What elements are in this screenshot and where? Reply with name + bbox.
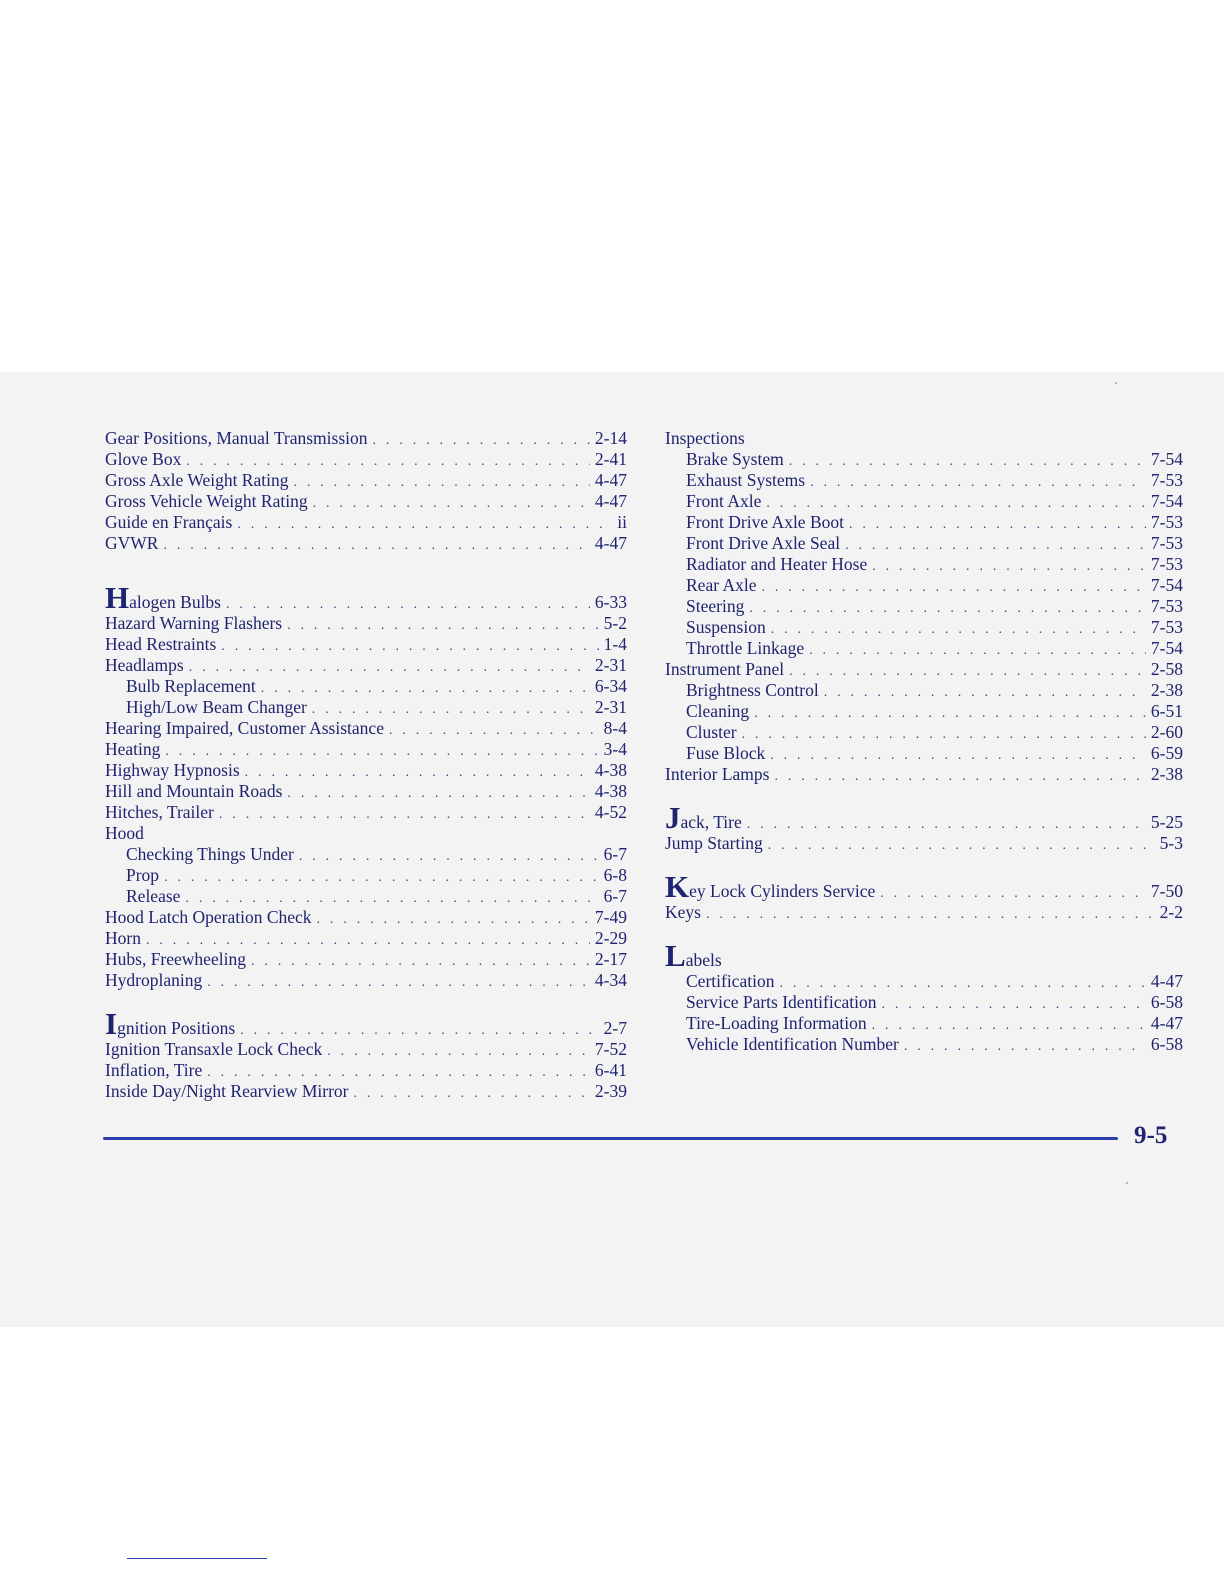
entry-page: 7-52 — [594, 1039, 627, 1059]
entry-page: 6-7 — [603, 844, 627, 864]
entry-label: Hitches, Trailer — [105, 802, 214, 822]
entry-label: Hood — [105, 823, 144, 843]
section-initial: H — [105, 580, 130, 615]
entry-label: Gross Vehicle Weight Rating — [105, 491, 308, 511]
entry-page: 7-53 — [1150, 470, 1183, 490]
entry-page: 7-50 — [1150, 881, 1183, 901]
index-section-l — [665, 938, 1183, 1055]
index-entry — [105, 760, 627, 781]
entry-page: 2-60 — [1150, 722, 1183, 742]
entry-label: Inside Day/Night Rearview Mirror — [105, 1081, 349, 1101]
entry-page: 5-25 — [1150, 812, 1183, 832]
entry-label: Horn — [105, 928, 141, 948]
scan-speck — [1126, 1182, 1128, 1184]
entry-page: 7-54 — [1150, 638, 1183, 658]
entry-page: 2-7 — [603, 1018, 627, 1038]
entry-label: Halogen Bulbs — [105, 580, 221, 615]
entry-page: 6-41 — [594, 1060, 627, 1080]
entry-page: 2-29 — [594, 928, 627, 948]
entry-page: 2-31 — [594, 697, 627, 717]
index-entry — [105, 428, 627, 449]
index-subentry — [665, 701, 1183, 722]
index-entry — [105, 802, 627, 823]
entry-page: 4-47 — [594, 491, 627, 511]
entry-label: Brightness Control — [686, 680, 819, 700]
entry-label: GVWR — [105, 533, 159, 553]
entry-page: 4-47 — [594, 533, 627, 553]
entry-page: 7-54 — [1150, 491, 1183, 511]
index-entry — [105, 655, 627, 676]
section-initial: J — [665, 800, 681, 835]
entry-page: 6-8 — [603, 865, 627, 885]
index-subentry — [665, 470, 1183, 491]
entry-page: 2-41 — [594, 449, 627, 469]
entry-label: Prop — [126, 865, 160, 885]
entry-label: Inspections — [665, 428, 745, 448]
entry-label: Throttle Linkage — [686, 638, 805, 658]
index-subentry — [665, 971, 1183, 992]
index-entry — [665, 869, 1183, 904]
index-entry — [105, 907, 627, 928]
index-entry — [105, 949, 627, 970]
entry-page: 4-52 — [594, 802, 627, 822]
index-subentry — [665, 617, 1183, 638]
entry-page: 4-34 — [594, 970, 627, 990]
entry-label: Hood Latch Operation Check — [105, 907, 312, 927]
entry-label: Checking Things Under — [126, 844, 294, 864]
entry-page: 6-33 — [594, 592, 627, 612]
entry-label: Suspension — [686, 617, 766, 637]
index-entry — [665, 938, 1183, 973]
entry-page: 2-39 — [594, 1081, 627, 1101]
footer-rule — [103, 1137, 1118, 1140]
entry-page: 7-49 — [594, 907, 627, 927]
index-entry — [105, 823, 627, 844]
entry-label: Jump Starting — [665, 833, 763, 853]
entry-page: 5-3 — [1159, 833, 1183, 853]
index-entry — [105, 512, 627, 533]
index-section-i — [105, 1006, 627, 1102]
entry-label: Cleaning — [686, 701, 750, 721]
entry-label: Bulb Replacement — [126, 676, 256, 696]
entry-page: 7-54 — [1150, 449, 1183, 469]
index-section-h — [105, 580, 627, 991]
entry-page: 3-4 — [603, 739, 627, 759]
entry-label: Radiator and Heater Hose — [686, 554, 868, 574]
index-entry — [105, 470, 627, 491]
entry-label: Tire-Loading Information — [686, 1013, 867, 1033]
index-entry — [105, 634, 627, 655]
entry-label: Keys — [665, 902, 701, 922]
index-subentry — [665, 554, 1183, 575]
entry-page: 6-58 — [1150, 992, 1183, 1012]
index-subentry — [105, 844, 627, 865]
index-subentry — [665, 722, 1183, 743]
entry-label: Heating — [105, 739, 161, 759]
scan-speck — [1115, 382, 1117, 384]
index-column-right — [665, 428, 1183, 1055]
index-entry — [105, 491, 627, 512]
entry-page: 7-54 — [1150, 575, 1183, 595]
entry-label: Instrument Panel — [665, 659, 785, 679]
section-initial: K — [665, 869, 690, 904]
entry-label: Jack, Tire — [665, 800, 742, 835]
entry-label: Guide en Français — [105, 512, 233, 532]
entry-page: 6-7 — [603, 886, 627, 906]
index-entry — [665, 764, 1183, 785]
index-subentry — [105, 865, 627, 886]
entry-label: Front Drive Axle Boot — [686, 512, 844, 532]
entry-page: 7-53 — [1150, 533, 1183, 553]
entry-page: 7-53 — [1150, 554, 1183, 574]
entry-page: 4-47 — [594, 470, 627, 490]
index-entry — [105, 970, 627, 991]
entry-label: Head Restraints — [105, 634, 217, 654]
entry-label: Release — [126, 886, 181, 906]
index-entry — [105, 781, 627, 802]
index-entry — [105, 449, 627, 470]
index-section-j — [665, 800, 1183, 854]
index-subentry — [665, 533, 1183, 554]
index-section-g — [105, 428, 627, 554]
entry-label: Exhaust Systems — [686, 470, 806, 490]
entry-label: Service Parts Identification — [686, 992, 877, 1012]
index-entry — [105, 533, 627, 554]
entry-label: Hydroplaning — [105, 970, 203, 990]
entry-page: 4-47 — [1150, 971, 1183, 991]
index-subentry — [105, 676, 627, 697]
entry-label: Front Drive Axle Seal — [686, 533, 841, 553]
index-subentry — [665, 575, 1183, 596]
entry-page: 7-53 — [1150, 596, 1183, 616]
entry-page: 5-2 — [603, 613, 627, 633]
index-subentry — [665, 449, 1183, 470]
entry-label: Rear Axle — [686, 575, 757, 595]
entry-page: 8-4 — [603, 718, 627, 738]
entry-page: 6-51 — [1150, 701, 1183, 721]
entry-label: Gear Positions, Manual Transmission — [105, 428, 368, 448]
index-entry — [105, 718, 627, 739]
entry-page: ii — [617, 512, 627, 532]
index-subentry — [665, 680, 1183, 701]
entry-page: 2-17 — [594, 949, 627, 969]
entry-page: 6-59 — [1150, 743, 1183, 763]
entry-page: 4-38 — [594, 760, 627, 780]
entry-label: Certification — [686, 971, 775, 991]
entry-label: Labels — [665, 938, 722, 973]
entry-page: 6-34 — [594, 676, 627, 696]
index-section-i-continued — [665, 428, 1183, 785]
index-entry — [665, 902, 1183, 923]
entry-label: Interior Lamps — [665, 764, 770, 784]
entry-label: High/Low Beam Changer — [126, 697, 307, 717]
index-entry — [105, 580, 627, 615]
index-column-left — [105, 428, 627, 1102]
footer-underline — [127, 1558, 267, 1559]
index-subentry — [105, 697, 627, 718]
entry-page: 2-2 — [1159, 902, 1183, 922]
entry-label: Ignition Positions — [105, 1006, 236, 1041]
index-subentry — [665, 512, 1183, 533]
entry-label: Ignition Transaxle Lock Check — [105, 1039, 323, 1059]
entry-label: Key Lock Cylinders Service — [665, 869, 876, 904]
index-entry — [105, 928, 627, 949]
entry-page: 4-47 — [1150, 1013, 1183, 1033]
entry-page: 6-58 — [1150, 1034, 1183, 1054]
entry-label: Cluster — [686, 722, 737, 742]
index-subentry — [665, 1013, 1183, 1034]
index-entry — [105, 1060, 627, 1081]
index-entry — [665, 659, 1183, 680]
index-entry — [105, 613, 627, 634]
entry-label: Hearing Impaired, Customer Assistance — [105, 718, 384, 738]
index-entry — [105, 1081, 627, 1102]
section-initial: I — [105, 1006, 118, 1041]
entry-label: Steering — [686, 596, 745, 616]
index-subentry — [665, 743, 1183, 764]
index-subentry — [665, 1034, 1183, 1055]
entry-label: Brake System — [686, 449, 784, 469]
entry-page: 7-53 — [1150, 512, 1183, 532]
index-subentry — [665, 992, 1183, 1013]
section-initial: L — [665, 938, 686, 973]
page-number: 9-5 — [1134, 1122, 1168, 1149]
entry-label: Inflation, Tire — [105, 1060, 203, 1080]
entry-page: 2-58 — [1150, 659, 1183, 679]
entry-label: Vehicle Identification Number — [686, 1034, 899, 1054]
entry-page: 2-38 — [1150, 764, 1183, 784]
entry-label: Hill and Mountain Roads — [105, 781, 283, 801]
entry-page: 2-38 — [1150, 680, 1183, 700]
entry-label: Glove Box — [105, 449, 182, 469]
index-entry — [665, 833, 1183, 854]
index-entry — [105, 739, 627, 760]
index-entry — [105, 1006, 627, 1041]
index-subentry — [665, 491, 1183, 512]
entry-label: Front Axle — [686, 491, 762, 511]
entry-page: 1-4 — [603, 634, 627, 654]
index-entry — [665, 428, 1183, 449]
entry-label: Hubs, Freewheeling — [105, 949, 246, 969]
index-subentry — [665, 596, 1183, 617]
index-entry — [665, 800, 1183, 835]
index-entry — [105, 1039, 627, 1060]
entry-label: Fuse Block — [686, 743, 766, 763]
entry-page: 7-53 — [1150, 617, 1183, 637]
entry-label: Gross Axle Weight Rating — [105, 470, 289, 490]
entry-page: 2-14 — [594, 428, 627, 448]
index-subentry — [665, 638, 1183, 659]
entry-page: 2-31 — [594, 655, 627, 675]
entry-page: 4-38 — [594, 781, 627, 801]
entry-label: Hazard Warning Flashers — [105, 613, 283, 633]
entry-label: Highway Hypnosis — [105, 760, 240, 780]
index-subentry — [105, 886, 627, 907]
index-section-k — [665, 869, 1183, 923]
entry-label: Headlamps — [105, 655, 184, 675]
